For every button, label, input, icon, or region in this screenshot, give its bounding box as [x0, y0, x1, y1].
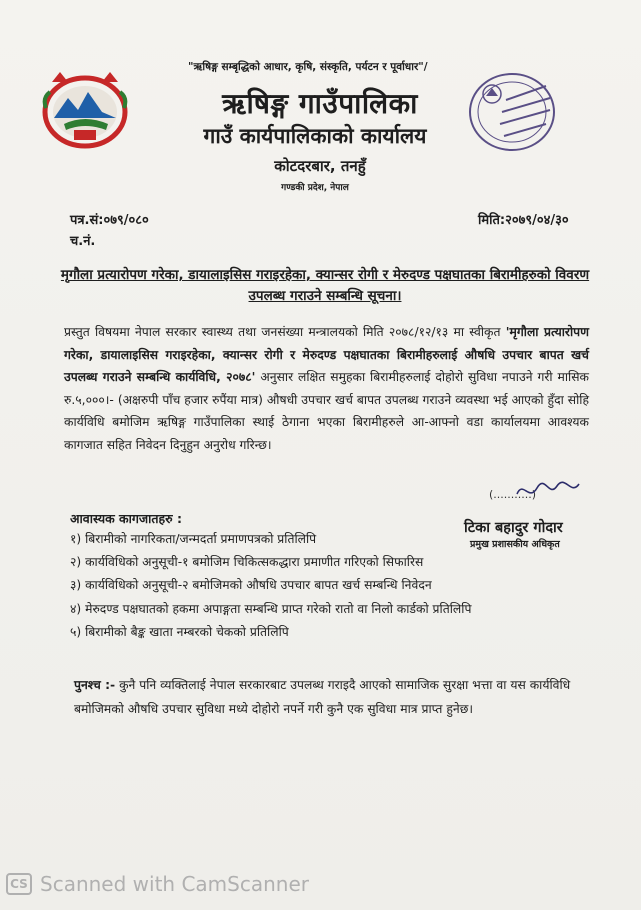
notice-body	[64, 321, 589, 456]
requirements-heading: आवास्यक कागजातहरु :	[70, 511, 183, 526]
postscript-label: पुनश्च :-	[74, 678, 116, 692]
signature	[487, 474, 597, 510]
office-subtitle: गाउँ कार्यपालिकाको कार्यालय	[203, 124, 427, 148]
signer-name: टिका बहादुर गोदार	[464, 520, 563, 536]
office-seal-stamp	[466, 70, 558, 154]
camscanner-logo-icon: CS	[6, 873, 32, 895]
office-motto: "ऋषिङ्ग सम्बृद्धिको आधार, कृषि, संस्कृति, पर्यटन र पूर्वाधार"/	[188, 61, 428, 73]
office-province: गण्डकी प्रदेश, नेपाल	[281, 183, 349, 193]
scanner-watermark	[6, 872, 309, 896]
signature-scribble-icon	[487, 474, 597, 510]
list-item: ५) बिरामीको बैङ्क खाता नम्बरको चेकको प्रतिलिपि	[70, 624, 289, 639]
requirements-list	[70, 528, 570, 644]
watermark-text: Scanned with CamScanner	[40, 872, 309, 896]
body-text-guideline: 'मृगौला प्रत्यारोपण गरेका, डायालाइसिस गराइरहेका, क्यान्सर रोगी र मेरुदण्ड पक्षघातका बिरामीहरुलाई औषधि उपचार बापत खर्च उपलब्ध गराउने सम्बन्धि कार्यविधि, २०७८'	[64, 325, 590, 384]
office-address: कोटदरबार, तनहुँ	[274, 157, 366, 175]
postscript-text: कुनै पनि व्यक्तिलाई नेपाल सरकारबाट उपलब्ध गराइदै आएको सामाजिक सुरक्षा भत्ता वा यस कार्यविधि बमोजिमको औषधि उपचार सुविधा मध्ये दोहोरो नपर्ने गरी कुनै एक सुविधा मात्र प्राप्त हुनेछ।	[74, 678, 571, 716]
office-name: ऋषिङ्ग गाउँपालिका	[222, 87, 418, 120]
list-item: २) कार्यविधिको अनुसूची-१ बमोजिम चिकित्सकद्धारा प्रमाणीत गरिएको सिफारिस	[70, 555, 424, 570]
list-item: ४) मेरुदण्ड पक्षघातको हकमा अपाङ्गता सम्बन्धि प्राप्त गरेको रातो वा निलो कार्डको प्रतिलिपि	[70, 601, 472, 616]
reference-number: पत्र.सं:०७९/०८०	[70, 213, 149, 228]
dispatch-number: च.नं.	[70, 234, 96, 249]
body-text-request: अनुसार लक्षित समुहका बिरामीहरुलाई दोहोरो सुविधा नपाउने गरी मासिक रु.५,०००।- (अक्षरुपी पाँच हजार रुपैंया मात्र) औषधी उपचार खर्च बापत उपलब्ध गराउने व्यवस्था भई आएको हुँदा सोहि कार्यविधि बमोजिम ऋषिङ्ग गाउँपालिका स्थाई ठेगाना भएका बिरामीहरुले आ-आफ्नो वडा कार्यालयमा आवश्यक कागजात सहित निवेदन दिनुहुन अनुरोध गरिन्छ।	[64, 370, 589, 452]
nepal-emblem-icon	[40, 68, 130, 150]
notice-subject: मृगौला प्रत्यारोपण गरेका, डायालाइसिस गराइरहेका, क्यान्सर रोगी र मेरुदण्ड पक्षघातका बिरामीहरुको विवरण उपलब्ध गराउने सम्बन्धि सूचना।	[60, 267, 590, 304]
list-item: ३) कार्यविधिको अनुसूची-२ बमोजिमको औषधि उपचार बापत खर्च सम्बन्धि निवेदन	[70, 578, 432, 593]
signature-bracket: (...........)	[489, 488, 537, 501]
letter-date: मिति:२०७९/०४/३०	[478, 213, 569, 228]
postscript	[74, 674, 589, 721]
body-text-intro: प्रस्तुत विषयमा नेपाल सरकार स्वास्थ्य तथा जनसंख्या मन्त्रालयको मिति २०७८/१२/१३ मा स्वीकृत	[64, 325, 501, 339]
list-item: १) बिरामीको नागरिकता/जन्मदर्ता प्रमाणपत्रको प्रतिलिपि	[70, 532, 317, 546]
signer-title: प्रमुख प्रशासकीय अधिकृत	[470, 539, 560, 550]
